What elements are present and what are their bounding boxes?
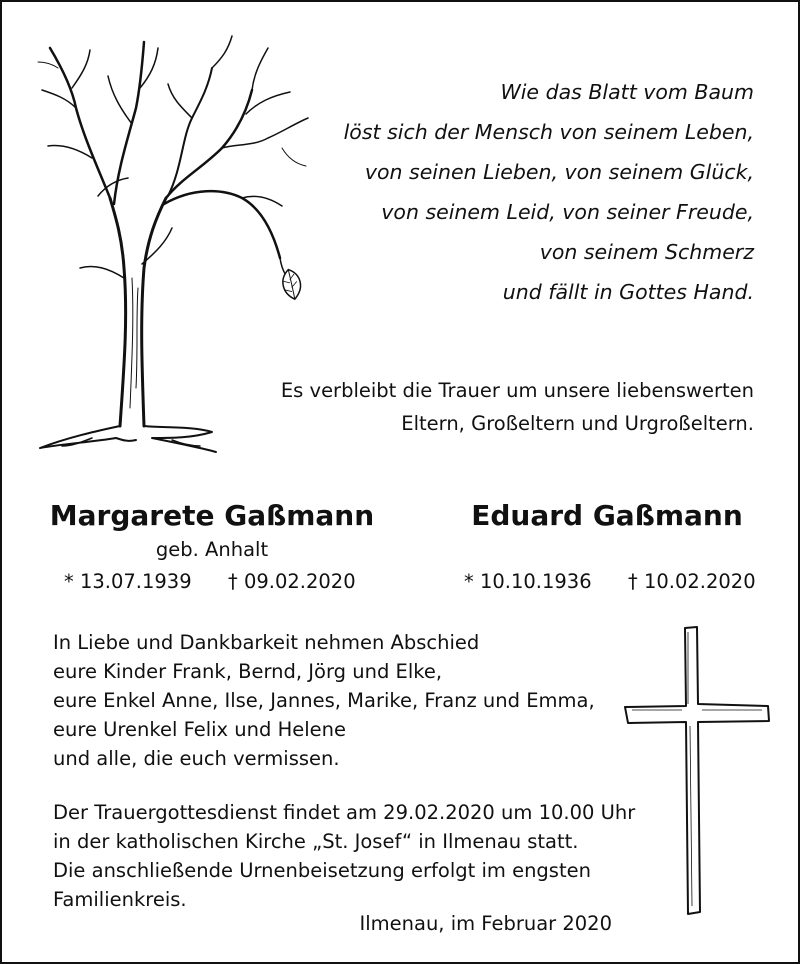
deceased-name: Margarete Gaßmann bbox=[49, 499, 375, 532]
service-line: Der Trauergottesdienst findet am 29.02.2020 um 10.00 Uhr bbox=[53, 801, 636, 824]
service-line: Die anschließende Urnenbeisetzung erfolgt im engsten bbox=[53, 859, 591, 882]
family-line: eure Kinder Frank, Bernd, Jörg und Elke, bbox=[53, 660, 443, 683]
poem-line: von seinen Lieben, von seinem Glück, bbox=[364, 160, 754, 184]
poem-line: und fällt in Gottes Hand. bbox=[502, 280, 754, 304]
service-line: in der katholischen Kirche „St. Josef“ in Ilmenau statt. bbox=[53, 830, 579, 853]
place-date: Ilmenau, im Februar 2020 bbox=[359, 912, 612, 935]
poem bbox=[294, 72, 754, 312]
deceased-name: Eduard Gaßmann bbox=[471, 499, 743, 532]
service-line: Familienkreis. bbox=[53, 888, 187, 911]
death-date: † 10.02.2020 bbox=[628, 570, 756, 593]
poem-line: Wie das Blatt vom Baum bbox=[500, 80, 754, 104]
family-line: eure Enkel Anne, Ilse, Jannes, Marike, Franz und Emma, bbox=[53, 689, 595, 712]
mourning-line: Eltern, Großeltern und Urgroßeltern. bbox=[401, 412, 754, 435]
service-info bbox=[53, 798, 636, 914]
deceased-margarete bbox=[42, 496, 382, 596]
life-dates bbox=[42, 568, 382, 596]
mourning-line: Es verbleibt die Trauer um unsere liebenswerten bbox=[280, 379, 754, 402]
mourning-statement bbox=[234, 374, 754, 440]
family-farewell bbox=[53, 628, 613, 773]
family-line: und alle, die euch vermissen. bbox=[53, 747, 340, 770]
birth-date: * 10.10.1936 bbox=[464, 570, 592, 593]
birth-date: * 13.07.1939 bbox=[64, 570, 192, 593]
deceased-eduard bbox=[442, 496, 772, 596]
poem-line: von seinem Leid, von seiner Freude, bbox=[381, 200, 754, 224]
poem-line: löst sich der Mensch von seinem Leben, bbox=[343, 120, 754, 144]
family-line: In Liebe und Dankbarkeit nehmen Abschied bbox=[53, 631, 480, 654]
family-line: eure Urenkel Felix und Helene bbox=[53, 718, 347, 741]
poem-line: von seinem Schmerz bbox=[539, 240, 754, 264]
death-date: † 09.02.2020 bbox=[228, 570, 356, 593]
cross-icon bbox=[622, 626, 772, 916]
life-dates bbox=[442, 568, 772, 596]
maiden-name: geb. Anhalt bbox=[155, 538, 269, 561]
